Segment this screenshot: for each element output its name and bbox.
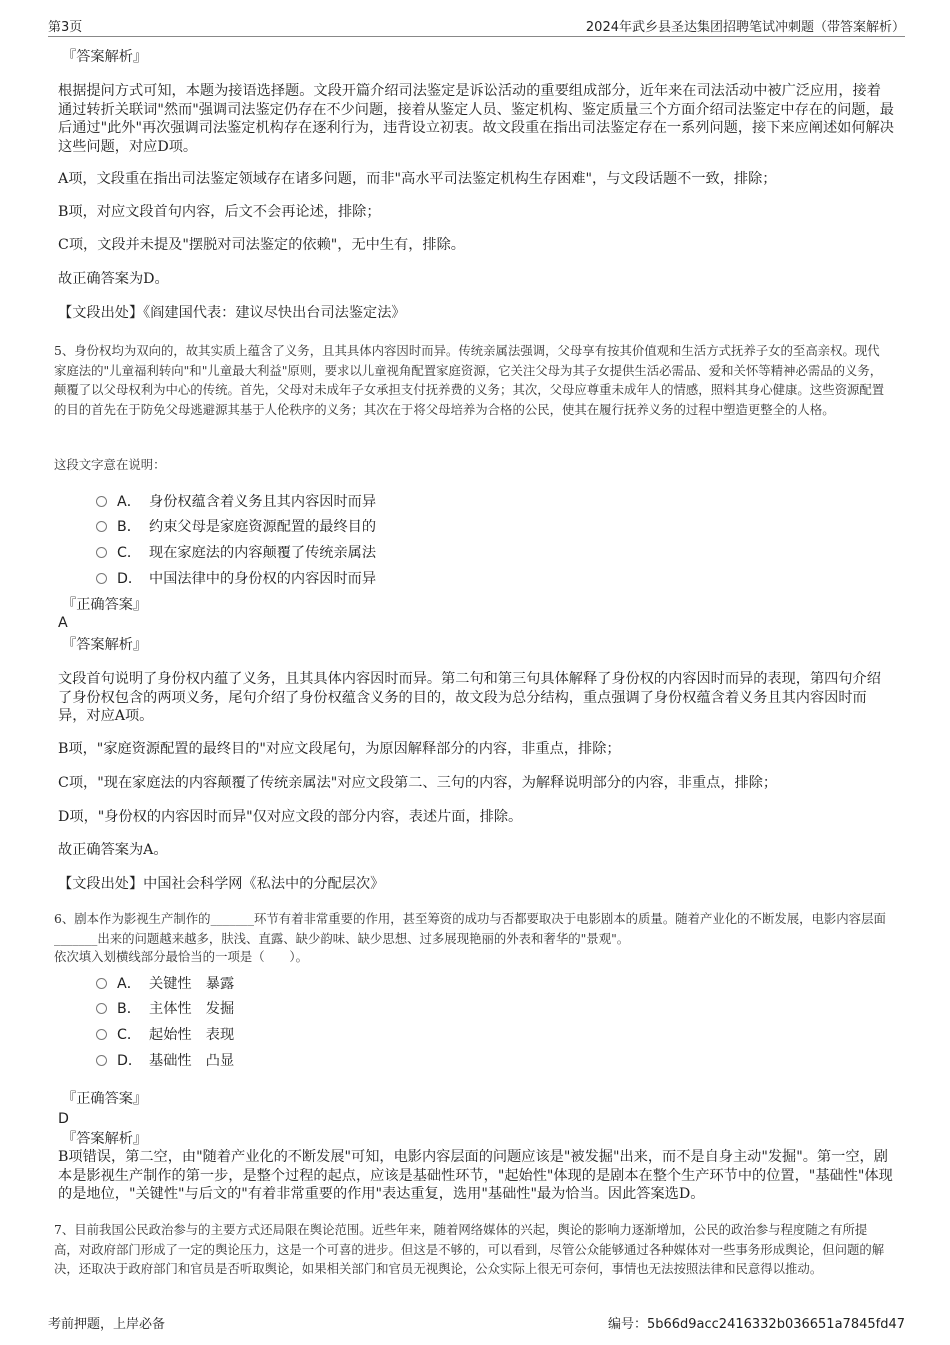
analysis-paragraph: 文段首句说明了身份权内蕴了义务，且其具体内容因时而异。第二句和第三句具体解释了身份权的内容因时而异的表现，第四句介绍了身份权包含的两项义务，尾句介绍了身份权蕴含义务的目的，故文段为总分结构，重点强调了身份权蕴含着义务且其内容因时而异，对应A项。 (58, 671, 881, 724)
option-text: 约束父母是家庭资源配置的最终目的 (149, 519, 377, 535)
analysis-label: 『答案解析』 (62, 637, 148, 653)
footer-slogan: 考前押题，上岸必备 (48, 1317, 166, 1332)
option-text: 中国法律中的身份权的内容因时而异 (149, 571, 377, 587)
radio-icon[interactable] (96, 521, 107, 532)
option-label: C． (117, 545, 142, 561)
document-title: 2024年武乡县圣达集团招聘笔试冲刺题（带答案解析） (585, 20, 905, 35)
analysis-paragraph: 根据提问方式可知，本题为接语选择题。文段开篇介绍司法鉴定是诉讼活动的重要组成部分，近年来在司法活动中被广泛应用，接着通过转折关联词"然而"强调司法鉴定仍存在不少问题，接着从鉴定人员、鉴定机构、鉴定质量三个方面介绍司法鉴定中存在的问题，最后通过"此外"再次强调司法鉴定机构存在逐利行为，违背设立初衷。故文段重在指出司法鉴定存在一系列问题，接下来应阐述如何解决这些问题，对应D项。 (58, 83, 894, 155)
radio-icon[interactable] (96, 573, 107, 584)
question-stem: 6、剧本作为影视生产制作的_______环节有着非常重要的作用，甚至筹资的成功与否都要取决于电影剧本的质量。随着产业化的不断发展，电影内容层面_______出来的问题越来越多，肤浅、直露、缺少韵味、缺少思想、过多展现艳丽的外表和奢华的"景观"。 (54, 911, 886, 946)
option-label: B． (117, 1001, 141, 1017)
document-code: 编号：5b66d9acc2416332b036651a7845fd47 (607, 1317, 905, 1332)
radio-icon[interactable] (96, 1055, 107, 1066)
radio-icon[interactable] (96, 496, 107, 507)
analysis-label: 『答案解析』 (62, 1131, 148, 1147)
question-stem: 5、身份权均为双向的，故其实质上蕴含了义务，且其具体内容因时而异。传统亲属法强调，父母享有按其价值观和生活方式抚养子女的至高亲权。现代家庭法的"儿童福利转向"和"儿童最大利益"原则，要求以儿童视角配置家庭资源，它关注父母为其子女提供生活必需品、爱和关怀等精神必需品的义务，颠覆了以父母权利为中心的传统。首先，父母对未成年子女承担支付抚养费的义务；其次，父母应尊重未成年人的情感，照料其身心健康。这些资源配置的目的首先在于防免父母逃避源其基于人伦秩序的义务；其次在于将父母培养为合格的公民，使其在履行抚养义务的过程中塑造更整全的人格。 (54, 343, 885, 417)
option-label: D． (117, 571, 143, 587)
question-prompt: 这段文字意在说明： (54, 457, 166, 472)
option-b[interactable] (96, 516, 376, 536)
option-text: 现在家庭法的内容颠覆了传统亲属法 (149, 545, 377, 561)
answer-value: D (58, 1111, 69, 1127)
option-label: C． (117, 1027, 142, 1043)
option-label: A． (117, 494, 141, 510)
analysis-option-c: C项，"现在家庭法的内容颠覆了传统亲属法"对应文段第二、三句的内容，为解释说明部分的内容，非重点，排除； (58, 775, 778, 791)
option-text: 主体性 发掘 (149, 1001, 235, 1017)
analysis-option-c: C项，文段并未提及"摆脱对司法鉴定的依赖"，无中生有，排除。 (58, 237, 465, 253)
conclusion: 故正确答案为D。 (58, 271, 169, 287)
conclusion: 故正确答案为A。 (58, 842, 168, 858)
option-text: 基础性 凸显 (149, 1053, 235, 1069)
analysis-option-b: B项，"家庭资源配置的最终目的"对应文段尾句，为原因解释部分的内容，非重点，排除； (58, 741, 621, 757)
radio-icon[interactable] (96, 547, 107, 558)
option-text: 身份权蕴含着义务且其内容因时而异 (149, 494, 377, 510)
answer-label: 『正确答案』 (62, 1091, 148, 1107)
source: 【文段出处】《阎建国代表：建议尽快出台司法鉴定法》 (58, 305, 406, 321)
analysis-paragraph: B项错误，第二空，由"随着产业化的不断发展"可知，电影内容层面的问题应该是"被发掘"出来，而不是自身主动"发掘"。第一空，剧本是影视生产制作的第一步，是整个过程的起点，应该是基础性环节，"起始性"体现的是剧本在整个生产环节中的位置，"基础性"体现的是地位，"关键性"与后文的"有着非常重要的作用"表达重复，选用"基础性"最为恰当。因此答案选D。 (58, 1149, 893, 1202)
answer-label: 『正确答案』 (62, 597, 148, 613)
analysis-option-d: D项，"身份权的内容因时而异"仅对应文段的部分内容，表述片面，排除。 (58, 809, 523, 825)
option-label: B． (117, 519, 141, 535)
option-label: D． (117, 1053, 143, 1069)
question-prompt: 依次填入划横线部分最恰当的一项是（ ）。 (54, 949, 309, 964)
source: 【文段出处】中国社会科学网《私法中的分配层次》 (58, 876, 385, 892)
analysis-label: 『答案解析』 (62, 49, 148, 65)
question-stem: 7、目前我国公民政治参与的主要方式还局限在舆论范围。近些年来，随着网络媒体的兴起，舆论的影响力逐渐增加，公民的政治参与程度随之有所提高，对政府部门形成了一定的舆论压力，这是一个可喜的进步。但这是不够的，可以看到，尽管公众能够通过各种媒体对一些事务形成舆论，但问题的解决，还取决于政府部门和官员是否听取舆论，如果相关部门和官员无视舆论，公众实际上很无可奈何，事情也无法按照法律和民意得以推动。 (54, 1222, 885, 1276)
radio-icon[interactable] (96, 978, 107, 989)
option-text: 起始性 表现 (149, 1027, 235, 1043)
answer-value: A (58, 615, 68, 631)
option-a[interactable] (96, 973, 234, 993)
option-a[interactable] (96, 491, 376, 511)
option-b[interactable] (96, 998, 234, 1018)
option-c[interactable] (96, 1024, 234, 1044)
radio-icon[interactable] (96, 1029, 107, 1040)
option-d[interactable] (96, 568, 376, 588)
analysis-option-b: B项，对应文段首句内容，后文不会再论述，排除； (58, 204, 381, 220)
option-c[interactable] (96, 542, 376, 562)
option-label: A． (117, 976, 141, 992)
option-d[interactable] (96, 1050, 234, 1070)
page-header (48, 14, 905, 37)
analysis-option-a: A项，文段重在指出司法鉴定领域存在诸多问题，而非"高水平司法鉴定机构生存困难"，与文段话题不一致，排除； (58, 171, 777, 187)
page-number: 第3页 (48, 20, 83, 35)
radio-icon[interactable] (96, 1003, 107, 1014)
option-text: 关键性 暴露 (149, 976, 235, 992)
